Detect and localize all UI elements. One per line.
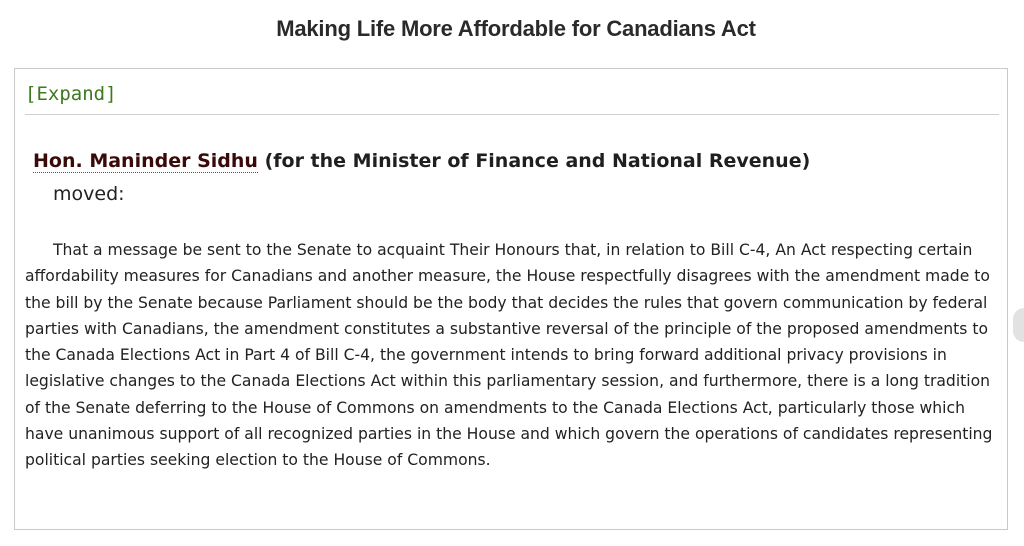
- page-title: Making Life More Affordable for Canadians Act: [276, 16, 756, 41]
- content-box: [14, 68, 1008, 530]
- speaker-line: [33, 150, 810, 172]
- divider: [25, 114, 999, 115]
- speaker-role: (for the Minister of Finance and National Revenue): [264, 150, 811, 172]
- speaker-name-link[interactable]: Hon. Maninder Sidhu: [33, 150, 258, 172]
- motion-text: That a message be sent to the Senate to acquaint Their Honours that, in relation to Bill C-4, An Act respecting certain affordability measures for Canadians and another measure, the House respectfully disagrees with the amendment made to the bill by the Senate because Parliament should be the body that decides the rules that govern communication by federal parties with Canadians, the amendment constitutes a substantive reversal of the principle of the proposed amendments to the Canada Elections Act in Part 4 of Bill C-4, the government intends to bring forward additional privacy provisions in legislative changes to the Canada Elections Act within this parliamentary session, and furthermore, there is a long tradition of the Senate deferring to the House of Commons on amendments to the Canada Elections Act, particularly those which have unanimous support of all recognized parties in the House and which govern the operations of candidates representing political parties seeking election to the House of Commons.: [25, 241, 993, 470]
- moved-label: moved:: [53, 183, 125, 205]
- expand-link[interactable]: [Expand]: [25, 83, 117, 105]
- scroll-handle[interactable]: [1013, 308, 1024, 342]
